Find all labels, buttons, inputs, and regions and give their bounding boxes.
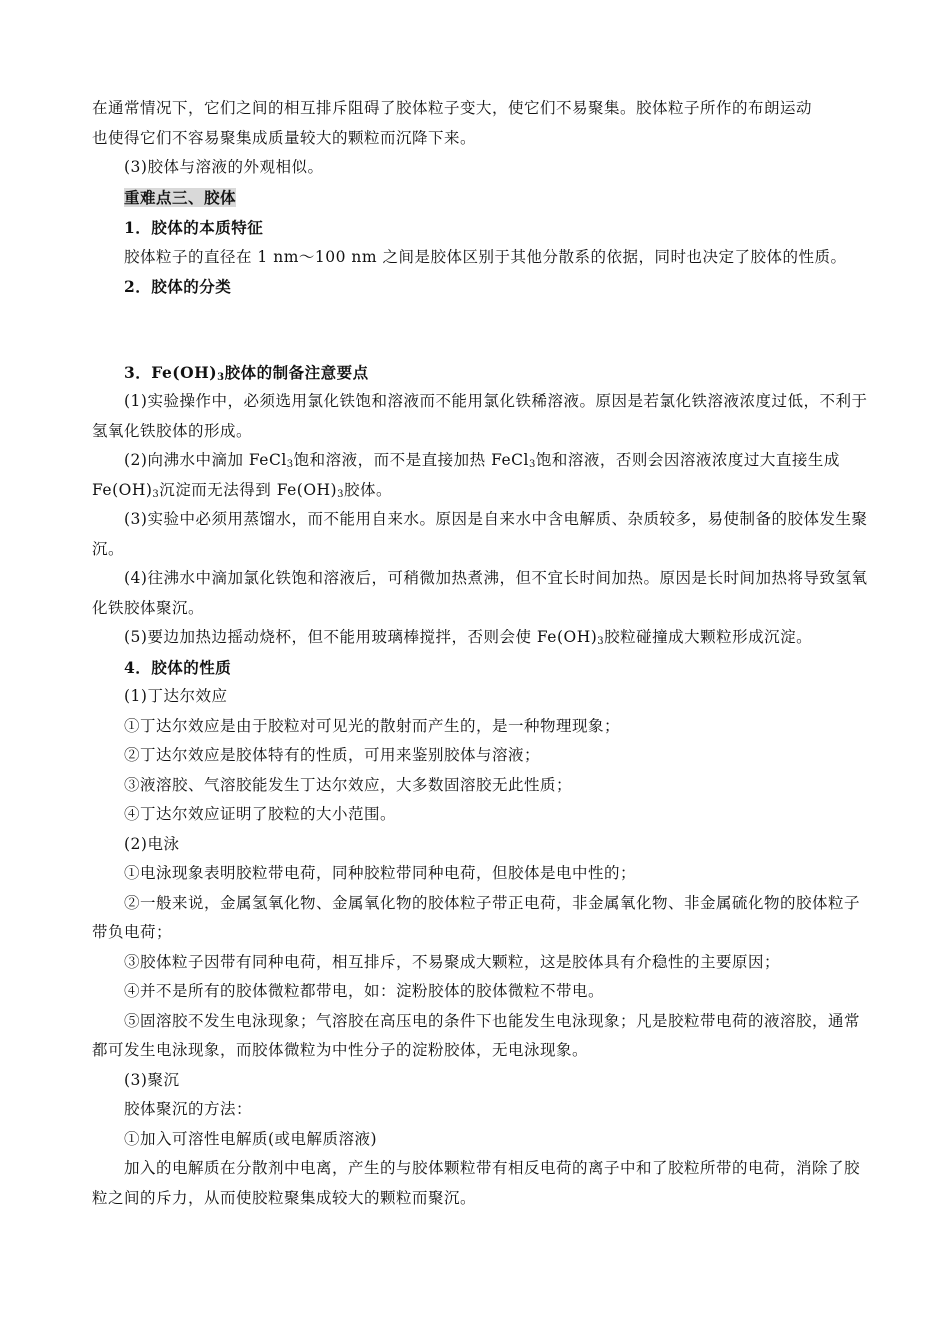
tyndall-item-3: ③液溶胶、气溶胶能发生丁达尔效应，大多数固溶胶无此性质； <box>124 775 573 794</box>
heading-preparation: 3．$Fe(OH)_3$胶体的制备注意要点 <box>124 362 369 383</box>
prep-point-1: (1)实验操作中，必须选用氯化铁饱和溶液而不能用氯化铁稀溶液。原因是若氯化铁溶液浓度过低，不利于氢氧化铁胶体的形成。 <box>92 392 868 440</box>
essence-text: 胶体粒子的直径在 1 nm～100 nm 之间是胶体区别于其他分散系的依据，同时也决定了胶体的性质。 <box>124 247 847 266</box>
heading-properties: 4．胶体的性质 <box>124 657 232 677</box>
prep-point-5: (5)要边加热边摇动烧杯，但不能用玻璃棒搅拌，否则会使 $Fe(OH)_3$胶粒碰撞成大颗粒形成沉淀。 <box>124 628 813 647</box>
coagulation-heading: (3)聚沉 <box>124 1070 180 1089</box>
electro-item-1: ①电泳现象表明胶粒带电荷，同种胶粒带同种电荷，但胶体是电中性的； <box>124 864 637 882</box>
intro-item-3: (3)胶体与溶液的外观相似。 <box>124 158 324 176</box>
electro-item-5: ⑤固溶胶不发生电泳现象；气溶胶在高压电的条件下也能发生电泳现象；凡是胶粒带电荷的液溶胶，通常都可发生电泳现象，而胶体微粒为中性分子的淀粉胶体，无电泳现象。 <box>92 1011 861 1059</box>
electrophoresis-heading: (2)电泳 <box>124 834 180 853</box>
coagulation-methods: 胶体聚沉的方法： <box>124 1100 253 1118</box>
heading-classification: 2．胶体的分类 <box>124 277 232 296</box>
electro-item-3: ③胶体粒子因带有同种电荷，相互排斥，不易聚成大颗粒，这是胶体具有介稳性的主要原因； <box>124 952 781 971</box>
heading-essence: 1．胶体的本质特征 <box>124 218 264 237</box>
blank-space <box>92 302 872 358</box>
coagulation-method-1: ①加入可溶性电解质(或电解质溶液) <box>124 1129 378 1148</box>
tyndall-item-1: ①丁达尔效应是由于胶粒对可见光的散射而产生的，是一种物理现象； <box>124 716 621 735</box>
intro-line-1: 在通常情况下，它们之间的相互排斥阻碍了胶体粒子变大，使它们不易聚集。胶体粒子所作的布朗运动 <box>92 99 813 117</box>
electro-item-4: ④并不是所有的胶体微粒都带电，如：淀粉胶体的胶体微粒不带电。 <box>124 982 605 1000</box>
prep-point-2: (2)向沸水中滴加 FeCl$_3$饱和溶液，而不是直接加热 FeCl$_3$饱和溶液，否则会因溶液浓度过大直接生成 $Fe(OH)_3$沉淀而无法得到 $Fe(OH)_3$胶体。 <box>92 451 840 500</box>
tyndall-item-4: ④丁达尔效应证明了胶粒的大小范围。 <box>124 805 397 823</box>
tyndall-item-2: ②丁达尔效应是胶体特有的性质，可用来鉴别胶体与溶液； <box>124 746 541 764</box>
intro-line-2: 也使得它们不容易聚集成质量较大的颗粒而沉降下来。 <box>92 128 477 147</box>
electro-item-2: ②一般来说，金属氢氧化物、金属氧化物的胶体粒子带正电荷，非金属氧化物、非金属硫化物的胶体粒子带负电荷； <box>92 893 861 941</box>
section-title-row <box>92 183 872 214</box>
section-title: 重难点三、胶体 <box>124 187 237 207</box>
prep-point-4: (4)往沸水中滴加氯化铁饱和溶液后，可稍微加热煮沸，但不宜长时间加热。原因是长时间加热将导致氢氧化铁胶体聚沉。 <box>92 569 868 617</box>
tyndall-heading: (1)丁达尔效应 <box>124 687 228 705</box>
document-page <box>92 94 872 1213</box>
coagulation-method-1-text: 加入的电解质在分散剂中电离，产生的与胶体颗粒带有相反电荷的离子中和了胶粒所带的电荷，消除了胶粒之间的斥力，从而使胶粒聚集成较大的颗粒而聚沉。 <box>92 1159 861 1207</box>
prep-point-3: (3)实验中必须用蒸馏水，而不能用自来水。原因是自来水中含电解质、杂质较多，易使制备的胶体发生聚沉。 <box>92 510 868 558</box>
